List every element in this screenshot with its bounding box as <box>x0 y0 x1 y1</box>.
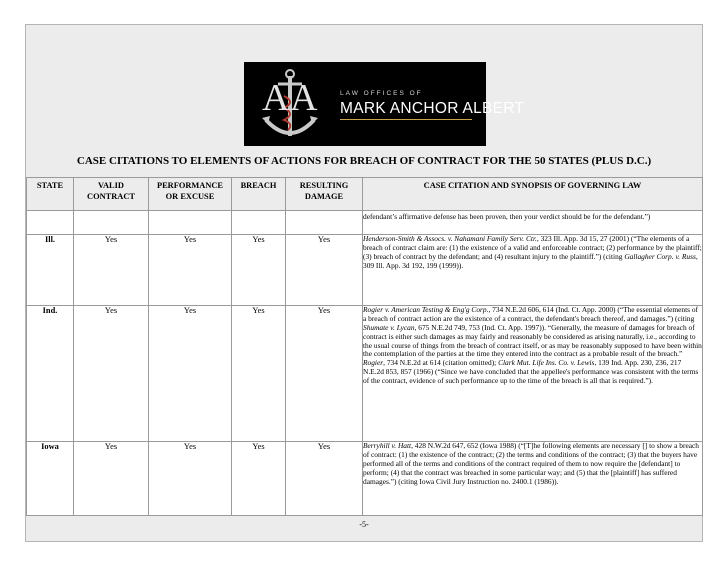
state-cell: Ind. <box>27 306 74 442</box>
table-row <box>27 442 703 516</box>
damage-cell: Yes <box>286 306 363 442</box>
state-cell: Iowa <box>27 442 74 516</box>
performance-cell: Yes <box>149 306 232 442</box>
valid-contract-cell: Yes <box>74 235 149 306</box>
page-number: -5- <box>359 520 369 529</box>
valid-contract-cell: Yes <box>74 442 149 516</box>
col-valid-contract: VALID CONTRACT <box>74 178 149 211</box>
col-citation: CASE CITATION AND SYNOPSIS OF GOVERNING LAW <box>363 178 703 211</box>
col-state: STATE <box>27 178 74 211</box>
table-row-continued <box>27 211 703 235</box>
svg-text:A: A <box>290 77 318 119</box>
damage-cell: Yes <box>286 235 363 306</box>
state-cell: Ill. <box>27 235 74 306</box>
header-row <box>27 178 703 211</box>
table-row <box>27 306 703 442</box>
breach-cell: Yes <box>232 235 286 306</box>
citation-cell: Rogier v. American Testing & Eng'g Corp., 734 N.E.2d 606, 614 (Ind. Ct. App. 2000) (“The essential elements of a breach of contract action are the existence of a contract, the defendant's breach thereof, and damages.”) (citing Shumate v. Lycan, 675 N.E.2d 749, 753 (Ind. Ct. App. 1997)). “Generally, the measure of damages for breach of contract is either such damages as may fairly and reasonably be considered as arising naturally, i.e., according to the usual course of things from the breach of contract itself, or as may be reasonably supposed to have been within the contemplation of the parties at the time they entered into the contract as a probable result of the breach.” Rogier, 734 N.E.2d at 614 (citation omitted); Clark Mut. Life Ins. Co. v. Lewis, 139 Ind. App. 230, 236, 217 N.E.2d 853, 857 (1966) (“Since we have concluded that the appellee's performance was consistent with the terms of the contract, evidence of such performance up to the time of the breach is all that is required.”). <box>363 306 703 442</box>
col-resulting-damage: RESULTING DAMAGE <box>286 178 363 211</box>
firm-line-1: LAW OFFICES OF <box>340 90 423 97</box>
table-row <box>27 235 703 306</box>
firm-rule <box>340 119 472 120</box>
page-title: CASE CITATIONS TO ELEMENTS OF ACTIONS FOR BREACH OF CONTRACT FOR THE 50 STATES (PLUS D.C.) <box>76 155 652 167</box>
performance-cell: Yes <box>149 235 232 306</box>
citation-table <box>26 177 703 516</box>
citation-cell: defendant’s affirmative defense has been proven, then your verdict should be for the defendant.”) <box>363 211 703 235</box>
col-breach: BREACH <box>232 178 286 211</box>
citation-cell: Henderson-Smith & Assocs. v. Nahamani Family Serv. Ctr., 323 Ill. App. 3d 15, 27 (2001) (“The elements of a breach of contract claim are: (1) the existence of a valid and enforceable contract; (2) performance by the plaintiff; (3) breach of contract by the defendant; and (4) resultant injury to the plaintiff.”) (citing Gallagher Corp. v. Russ, 309 Ill. App. 3d 192, 199 (1999)). <box>363 235 703 306</box>
svg-text:A: A <box>262 77 290 119</box>
col-performance: PERFORMANCE OR EXCUSE <box>149 178 232 211</box>
breach-cell: Yes <box>232 442 286 516</box>
firm-name: MARK ANCHOR ALBERT <box>340 100 525 117</box>
citation-cell: Berryhill v. Hatt, 428 N.W.2d 647, 652 (Iowa 1988) (“[T]he following elements are necessary [] to show a breach of contract: (1) the existence of the contract; (2) the terms and conditions of the contract; (3) that the buyers have performed all of the terms and conditions of the contract required of them to now require the [defendant] to perform; (4) that the contract was breached in some particular way; and (5) that the [plaintiff] has suffered damages.”) (citing Iowa Civil Jury Instruction no. 2400.1 (1986)). <box>363 442 703 516</box>
breach-cell: Yes <box>232 306 286 442</box>
valid-contract-cell: Yes <box>74 306 149 442</box>
damage-cell: Yes <box>286 442 363 516</box>
performance-cell: Yes <box>149 442 232 516</box>
firm-logo <box>244 62 525 146</box>
